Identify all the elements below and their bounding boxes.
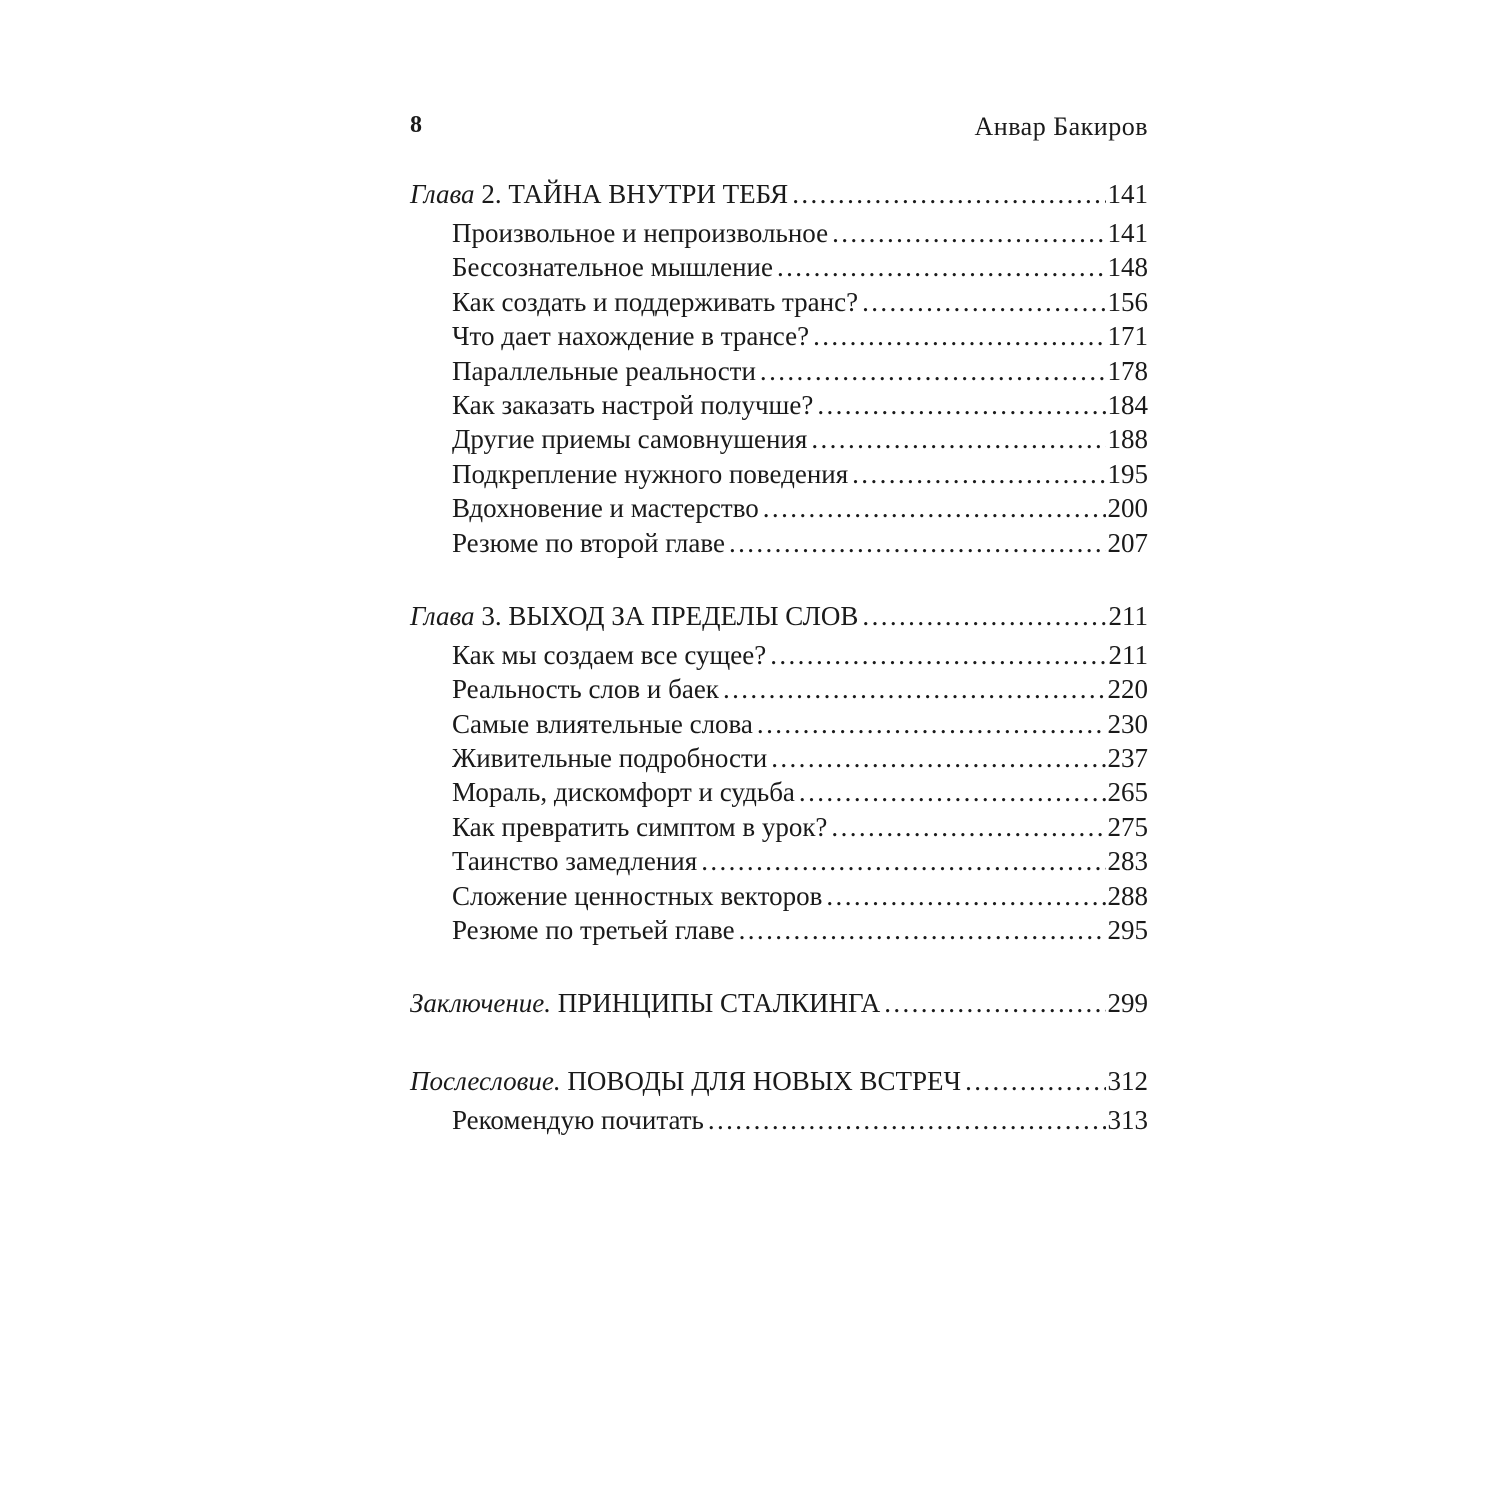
- entry-title: Что дает нахождение в трансе?: [452, 321, 810, 352]
- page-header: [410, 112, 1148, 152]
- chapter-title: 3. ВЫХОД ЗА ПРЕДЕЛЫ СЛОВ: [474, 600, 859, 631]
- dot-leader: [831, 810, 1105, 844]
- entry-page-number: 265: [1107, 777, 1148, 808]
- entry-title: Живительные подробности: [452, 743, 768, 774]
- dot-leader: [739, 913, 1106, 947]
- table-of-contents: [410, 172, 1148, 1172]
- entry-page-number: 188: [1107, 424, 1148, 455]
- dot-leader: [770, 638, 1106, 672]
- chapter-prefix: Послесловие.: [410, 1066, 561, 1097]
- entry-page-number: 207: [1107, 527, 1148, 558]
- entry-title: Как мы создаем все сущее?: [452, 639, 767, 670]
- entry-page-number: 171: [1107, 321, 1148, 352]
- chapter-prefix: Заключение.: [410, 988, 551, 1019]
- dot-leader: [771, 741, 1105, 775]
- toc-entry[interactable]: [410, 319, 1148, 353]
- toc-entry[interactable]: [410, 879, 1148, 913]
- entry-title: Мораль, дискомфорт и судьба: [452, 777, 795, 808]
- entry-title: Как создать и поддерживать транс?: [452, 286, 859, 317]
- dot-leader: [826, 879, 1105, 913]
- entry-page-number: 141: [1107, 218, 1148, 248]
- toc-section-conclusion: [410, 981, 1148, 1025]
- chapter-page-number: 299: [1107, 988, 1148, 1019]
- entry-page-number: 156: [1107, 286, 1148, 317]
- dot-leader: [817, 388, 1105, 422]
- toc-entry[interactable]: [410, 707, 1148, 741]
- entry-title: Самые влиятельные слова: [452, 708, 753, 739]
- dot-leader: [884, 981, 1105, 1025]
- dot-leader: [763, 491, 1106, 525]
- entry-page-number: 288: [1107, 880, 1148, 911]
- entry-title: Подкрепление нужного поведения: [452, 458, 849, 489]
- toc-entry[interactable]: [410, 638, 1148, 672]
- entry-title: Рекомендую почитать: [452, 1105, 704, 1136]
- toc-entry[interactable]: [410, 216, 1148, 250]
- entry-page-number: 148: [1107, 252, 1148, 283]
- entry-title: Произвольное и непроизвольное: [452, 218, 829, 248]
- toc-entry[interactable]: [410, 354, 1148, 388]
- entry-page-number: 237: [1107, 743, 1148, 774]
- dot-leader: [777, 250, 1106, 284]
- toc-entry[interactable]: [410, 1103, 1148, 1137]
- entry-page-number: 211: [1108, 639, 1148, 670]
- dot-leader: [811, 422, 1105, 456]
- toc-entry[interactable]: [410, 250, 1148, 284]
- chapter-title: 2. ТАЙНА ВНУТРИ ТЕБЯ: [474, 179, 789, 209]
- dot-leader: [965, 1059, 1105, 1103]
- chapter-page-number: 312: [1107, 1066, 1148, 1097]
- dot-leader: [792, 172, 1105, 216]
- toc-section-chapter-2: [410, 172, 1148, 560]
- toc-entry[interactable]: [410, 388, 1148, 422]
- entry-title: Как превратить симптом в урок?: [452, 811, 828, 842]
- toc-entry[interactable]: [410, 913, 1148, 947]
- entry-title: Бессознательное мышление: [452, 252, 773, 283]
- chapter-title: ПОВОДЫ ДЛЯ НОВЫХ ВСТРЕЧ: [560, 1066, 962, 1097]
- toc-section-chapter-3: [410, 594, 1148, 948]
- dot-leader: [757, 707, 1106, 741]
- dot-leader: [799, 775, 1106, 809]
- entry-title: Вдохновение и мастерство: [452, 493, 759, 524]
- chapter-prefix: Глава: [410, 600, 475, 631]
- entry-title: Как заказать настрой получше?: [452, 389, 814, 420]
- toc-section-afterword: [410, 1059, 1148, 1137]
- toc-chapter-heading[interactable]: [410, 594, 1148, 638]
- entry-page-number: 283: [1107, 846, 1148, 877]
- entry-page-number: 178: [1107, 355, 1148, 386]
- entry-page-number: 184: [1107, 389, 1148, 420]
- entry-page-number: 195: [1107, 458, 1148, 489]
- toc-entry[interactable]: [410, 810, 1148, 844]
- toc-entry[interactable]: [410, 775, 1148, 809]
- dot-leader: [862, 285, 1105, 319]
- toc-entry[interactable]: [410, 491, 1148, 525]
- chapter-page-number: 211: [1108, 600, 1148, 631]
- toc-chapter-heading[interactable]: [410, 172, 1148, 216]
- entry-title: Параллельные реальности: [452, 355, 756, 386]
- dot-leader: [862, 594, 1106, 638]
- toc-entry[interactable]: [410, 285, 1148, 319]
- dot-leader: [729, 526, 1106, 560]
- chapter-prefix: Глава: [410, 179, 475, 209]
- entry-title: Реальность слов и баек: [452, 674, 719, 705]
- dot-leader: [852, 457, 1105, 491]
- chapter-page-number: 141: [1107, 179, 1148, 209]
- entry-page-number: 313: [1107, 1105, 1148, 1136]
- entry-page-number: 295: [1107, 915, 1148, 946]
- toc-entry[interactable]: [410, 457, 1148, 491]
- running-head-author: Анвар Бакиров: [974, 112, 1148, 141]
- entry-page-number: 200: [1107, 493, 1148, 524]
- chapter-title: ПРИНЦИПЫ СТАЛКИНГА: [551, 988, 881, 1019]
- entry-title: Резюме по второй главе: [452, 527, 725, 558]
- toc-chapter-heading[interactable]: [410, 1059, 1148, 1103]
- toc-entry[interactable]: [410, 741, 1148, 775]
- dot-leader: [832, 216, 1105, 250]
- toc-entry[interactable]: [410, 526, 1148, 560]
- entry-page-number: 230: [1107, 708, 1148, 739]
- entry-title: Резюме по третьей главе: [452, 915, 735, 946]
- dot-leader: [723, 672, 1106, 706]
- dot-leader: [708, 1103, 1106, 1137]
- dot-leader: [701, 844, 1105, 878]
- toc-entry[interactable]: [410, 672, 1148, 706]
- entry-title: Таинство замедления: [452, 846, 698, 877]
- dot-leader: [760, 354, 1106, 388]
- toc-chapter-heading[interactable]: [410, 981, 1148, 1025]
- entry-title: Сложение ценностных векторов: [452, 880, 823, 911]
- toc-entry[interactable]: [410, 422, 1148, 456]
- entry-page-number: 220: [1107, 674, 1148, 705]
- page-number: 8: [410, 112, 422, 138]
- toc-entry[interactable]: [410, 844, 1148, 878]
- dot-leader: [813, 319, 1105, 353]
- entry-title: Другие приемы самовнушения: [452, 424, 808, 455]
- entry-page-number: 275: [1107, 811, 1148, 842]
